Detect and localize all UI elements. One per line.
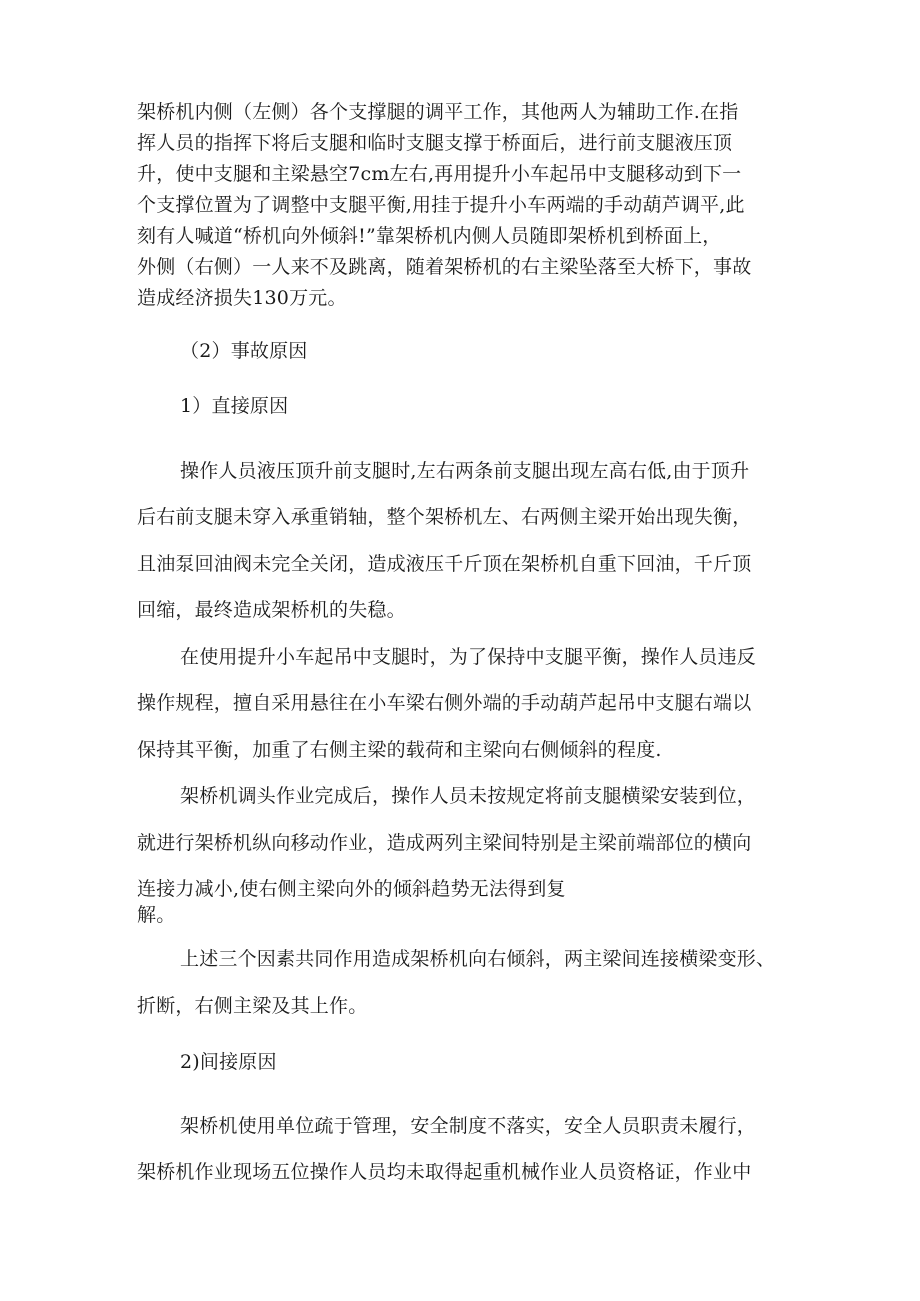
para3-line-3: 连接力减小,使右侧主梁向外的倾斜趋势无法得到复 bbox=[137, 878, 566, 900]
para1-line-1: 操作人员液压顶升前支腿时,左右两条前支腿出现左高右低,由于顶升 bbox=[180, 460, 750, 482]
intro-line-1: 架桥机内侧（左侧）各个支撑腿的调平工作，其他两人为辅助工作.在指 bbox=[137, 101, 739, 123]
heading-accident-causes: （2）事故原因 bbox=[180, 340, 308, 362]
para2-line-1: 在使用提升小车起吊中支腿时，为了保持中支腿平衡，操作人员违反 bbox=[180, 646, 757, 668]
intro-line-4: 个支撑位置为了调整中支腿平衡,用挂于提升小车两端的手动葫芦调平,此 bbox=[137, 194, 745, 216]
intro-line-7: 造成经济损失130万元。 bbox=[137, 287, 347, 309]
para3-line-1: 架桥机调头作业完成后，操作人员未按规定将前支腿横梁安装到位， bbox=[180, 785, 757, 807]
para2-line-3: 保持其平衡，加重了右侧主梁的载荷和主梁向右侧倾斜的程度. bbox=[137, 739, 662, 761]
intro-line-5: 刻有人喊道“桥机向外倾斜!”靠架桥机内侧人员随即架桥机到桥面上， bbox=[137, 225, 722, 247]
heading-indirect-cause: 2)间接原因 bbox=[180, 1051, 277, 1073]
para4-line-2: 折断，右侧主梁及其上作。 bbox=[137, 995, 368, 1017]
heading-direct-cause: 1）直接原因 bbox=[180, 395, 289, 417]
para5-line-1: 架桥机使用单位疏于管理，安全制度不落实，安全人员职责未履行， bbox=[180, 1115, 757, 1137]
para1-line-4: 回缩，最终造成架桥机的失稳。 bbox=[137, 599, 406, 621]
para3-line-2: 就进行架桥机纵向移动作业，造成两列主梁间特别是主梁前端部位的横向 bbox=[137, 832, 752, 854]
para1-line-3: 且油泵回油阀未完全关闭，造成液压千斤顶在架桥机自重下回油，千斤顶 bbox=[137, 553, 752, 575]
intro-line-2: 挥人员的指挥下将后支腿和临时支腿支撑于桥面后，进行前支腿液压顶 bbox=[137, 132, 733, 154]
intro-line-6: 外侧（右侧）一人来不及跳离，随着架桥机的右主梁坠落至大桥下，事故 bbox=[137, 256, 752, 278]
para3-line-4: 解。 bbox=[137, 904, 176, 926]
para4-line-1: 上述三个因素共同作用造成架桥机向右倾斜，两主梁间连接横梁变形、 bbox=[180, 948, 776, 970]
para1-line-2: 后右前支腿未穿入承重销轴，整个架桥机左、右两侧主梁开始出现失衡， bbox=[137, 506, 752, 528]
para5-line-2: 架桥机作业现场五位操作人员均未取得起重机械作业人员资格证，作业中 bbox=[137, 1161, 752, 1183]
intro-line-3: 升，使中支腿和主梁悬空7cm左右,再用提升小车起吊中支腿移动到下一 bbox=[137, 163, 742, 185]
para2-line-2: 操作规程，擅自采用悬往在小车梁右侧外端的手动葫芦起吊中支腿右端以 bbox=[137, 692, 752, 714]
